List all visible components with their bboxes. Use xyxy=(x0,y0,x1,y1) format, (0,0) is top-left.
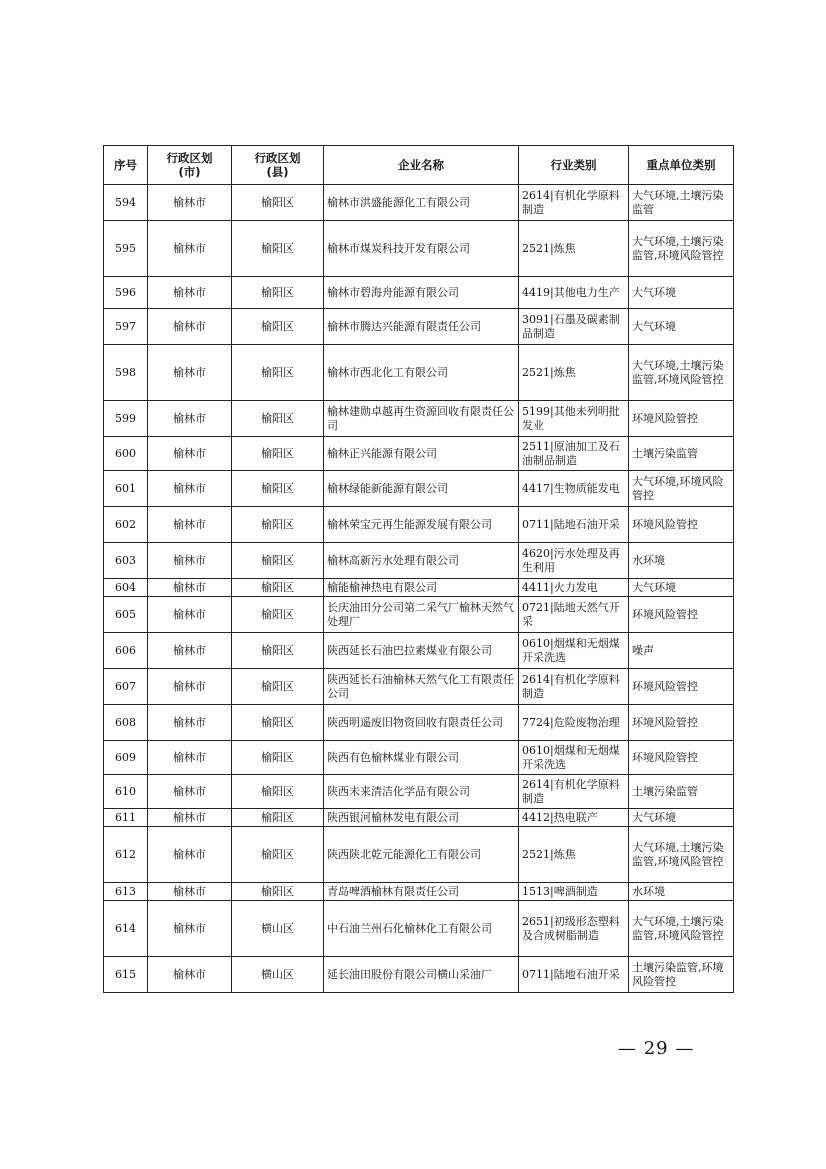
table-row xyxy=(104,309,734,345)
table-row xyxy=(104,705,734,741)
cell-company: 陕西延长石油巴拉素煤业有限公司 xyxy=(324,633,519,669)
cell-unit-type: 水环境 xyxy=(629,543,734,579)
cell-county: 榆阳区 xyxy=(232,437,324,471)
cell-no: 599 xyxy=(104,401,148,437)
cell-industry: 2614|有机化学原料制造 xyxy=(519,775,629,809)
cell-company: 榆林建勋卓越再生资源回收有限责任公司 xyxy=(324,401,519,437)
cell-unit-type: 大气环境 xyxy=(629,809,734,827)
cell-unit-type: 土壤污染监管 xyxy=(629,437,734,471)
cell-industry: 2521|炼焦 xyxy=(519,827,629,883)
cell-city: 榆林市 xyxy=(148,543,232,579)
cell-company: 榆林正兴能源有限公司 xyxy=(324,437,519,471)
table-row xyxy=(104,633,734,669)
cell-no: 595 xyxy=(104,221,148,277)
cell-no: 600 xyxy=(104,437,148,471)
cell-company: 榆能榆神热电有限公司 xyxy=(324,579,519,597)
table-header xyxy=(104,146,734,185)
table-row xyxy=(104,543,734,579)
cell-county: 榆阳区 xyxy=(232,669,324,705)
cell-no: 604 xyxy=(104,579,148,597)
cell-city: 榆林市 xyxy=(148,669,232,705)
header-city xyxy=(148,146,232,185)
header-company: 企业名称 xyxy=(324,146,519,185)
cell-city: 榆林市 xyxy=(148,901,232,957)
cell-unit-type: 大气环境,土壤污染监管 xyxy=(629,185,734,221)
cell-company: 榆林高新污水处理有限公司 xyxy=(324,543,519,579)
table-row xyxy=(104,775,734,809)
page-number: — 29 — xyxy=(618,1038,695,1059)
cell-company: 青岛啤酒榆林有限责任公司 xyxy=(324,883,519,901)
cell-unit-type: 大气环境,土壤污染监管,环境风险管控 xyxy=(629,827,734,883)
header-no: 序号 xyxy=(104,146,148,185)
cell-no: 602 xyxy=(104,507,148,543)
cell-city: 榆林市 xyxy=(148,345,232,401)
table-row xyxy=(104,741,734,775)
cell-unit-type: 土壤污染监管,环境风险管控 xyxy=(629,957,734,993)
cell-city: 榆林市 xyxy=(148,579,232,597)
cell-county: 榆阳区 xyxy=(232,741,324,775)
cell-industry: 0721|陆地天然气开采 xyxy=(519,597,629,633)
cell-company: 陕西陕北乾元能源化工有限公司 xyxy=(324,827,519,883)
cell-industry: 3091|石墨及碳素制品制造 xyxy=(519,309,629,345)
cell-unit-type: 噪声 xyxy=(629,633,734,669)
cell-no: 612 xyxy=(104,827,148,883)
table-row xyxy=(104,883,734,901)
cell-county: 榆阳区 xyxy=(232,185,324,221)
table-row xyxy=(104,345,734,401)
table-row xyxy=(104,507,734,543)
cell-industry: 4411|火力发电 xyxy=(519,579,629,597)
cell-unit-type: 环境风险管控 xyxy=(629,741,734,775)
table-row xyxy=(104,277,734,309)
cell-company: 榆林市西北化工有限公司 xyxy=(324,345,519,401)
table-row xyxy=(104,669,734,705)
cell-no: 596 xyxy=(104,277,148,309)
header-county xyxy=(232,146,324,185)
cell-industry: 0610|烟煤和无烟煤开采洗选 xyxy=(519,741,629,775)
enterprise-table xyxy=(103,145,734,993)
cell-company: 长庆油田分公司第二采气厂榆林天然气处理厂 xyxy=(324,597,519,633)
cell-city: 榆林市 xyxy=(148,809,232,827)
cell-county: 榆阳区 xyxy=(232,705,324,741)
cell-unit-type: 大气环境,土壤污染监管,环境风险管控 xyxy=(629,221,734,277)
cell-industry: 4417|生物质能发电 xyxy=(519,471,629,507)
cell-no: 605 xyxy=(104,597,148,633)
table-row xyxy=(104,809,734,827)
cell-unit-type: 大气环境,土壤污染监管,环境风险管控 xyxy=(629,901,734,957)
cell-no: 603 xyxy=(104,543,148,579)
header-county-line2: (县) xyxy=(266,165,289,179)
cell-company: 陕西有色榆林煤业有限公司 xyxy=(324,741,519,775)
cell-company: 中石油兰州石化榆林化工有限公司 xyxy=(324,901,519,957)
cell-city: 榆林市 xyxy=(148,507,232,543)
cell-city: 榆林市 xyxy=(148,633,232,669)
cell-county: 横山区 xyxy=(232,901,324,957)
cell-county: 榆阳区 xyxy=(232,277,324,309)
cell-unit-type: 土壤污染监管 xyxy=(629,775,734,809)
header-city-line1: 行政区划 xyxy=(166,151,213,165)
header-row xyxy=(104,146,734,185)
cell-county: 榆阳区 xyxy=(232,543,324,579)
table-row xyxy=(104,437,734,471)
cell-no: 614 xyxy=(104,901,148,957)
cell-unit-type: 大气环境 xyxy=(629,309,734,345)
cell-industry: 0711|陆地石油开采 xyxy=(519,957,629,993)
cell-no: 607 xyxy=(104,669,148,705)
cell-industry: 2651|初级形态塑料及合成树脂制造 xyxy=(519,901,629,957)
cell-unit-type: 大气环境 xyxy=(629,277,734,309)
cell-county: 榆阳区 xyxy=(232,507,324,543)
cell-no: 611 xyxy=(104,809,148,827)
cell-no: 601 xyxy=(104,471,148,507)
cell-industry: 7724|危险废物治理 xyxy=(519,705,629,741)
cell-company: 榆林市腾达兴能源有限责任公司 xyxy=(324,309,519,345)
cell-industry: 2614|有机化学原料制造 xyxy=(519,669,629,705)
cell-unit-type: 水环境 xyxy=(629,883,734,901)
header-county-line1: 行政区划 xyxy=(254,151,301,165)
cell-no: 597 xyxy=(104,309,148,345)
cell-city: 榆林市 xyxy=(148,185,232,221)
cell-industry: 0610|烟煤和无烟煤开采洗选 xyxy=(519,633,629,669)
table-row xyxy=(104,401,734,437)
cell-county: 榆阳区 xyxy=(232,579,324,597)
cell-county: 榆阳区 xyxy=(232,809,324,827)
cell-company: 榆林市碧海舟能源有限公司 xyxy=(324,277,519,309)
cell-company: 榆林市洪盛能源化工有限公司 xyxy=(324,185,519,221)
cell-county: 榆阳区 xyxy=(232,401,324,437)
cell-city: 榆林市 xyxy=(148,741,232,775)
cell-unit-type: 大气环境,土壤污染监管,环境风险管控 xyxy=(629,345,734,401)
cell-city: 榆林市 xyxy=(148,827,232,883)
cell-no: 606 xyxy=(104,633,148,669)
cell-no: 613 xyxy=(104,883,148,901)
cell-city: 榆林市 xyxy=(148,221,232,277)
cell-city: 榆林市 xyxy=(148,883,232,901)
cell-industry: 2521|炼焦 xyxy=(519,345,629,401)
table-body xyxy=(104,185,734,993)
cell-industry: 4620|污水处理及再生利用 xyxy=(519,543,629,579)
cell-county: 榆阳区 xyxy=(232,345,324,401)
cell-city: 榆林市 xyxy=(148,437,232,471)
cell-unit-type: 环境风险管控 xyxy=(629,705,734,741)
cell-company: 陕西银河榆林发电有限公司 xyxy=(324,809,519,827)
cell-industry: 0711|陆地石油开采 xyxy=(519,507,629,543)
cell-unit-type: 环境风险管控 xyxy=(629,597,734,633)
cell-no: 598 xyxy=(104,345,148,401)
cell-county: 榆阳区 xyxy=(232,775,324,809)
cell-no: 610 xyxy=(104,775,148,809)
cell-no: 608 xyxy=(104,705,148,741)
table-row xyxy=(104,957,734,993)
cell-no: 609 xyxy=(104,741,148,775)
header-city-line2: (市) xyxy=(178,165,201,179)
table-row xyxy=(104,221,734,277)
cell-no: 594 xyxy=(104,185,148,221)
cell-company: 陕西延长石油榆林天然气化工有限责任公司 xyxy=(324,669,519,705)
cell-unit-type: 环境风险管控 xyxy=(629,507,734,543)
table-row xyxy=(104,471,734,507)
cell-county: 榆阳区 xyxy=(232,471,324,507)
cell-county: 榆阳区 xyxy=(232,597,324,633)
cell-company: 榆林市煤炭科技开发有限公司 xyxy=(324,221,519,277)
table-row xyxy=(104,597,734,633)
table-row xyxy=(104,901,734,957)
header-industry: 行业类别 xyxy=(519,146,629,185)
cell-company: 陕西明遥废旧物资回收有限责任公司 xyxy=(324,705,519,741)
cell-county: 榆阳区 xyxy=(232,827,324,883)
cell-city: 榆林市 xyxy=(148,277,232,309)
cell-unit-type: 环境风险管控 xyxy=(629,401,734,437)
cell-industry: 2511|原油加工及石油制品制造 xyxy=(519,437,629,471)
cell-industry: 1513|啤酒制造 xyxy=(519,883,629,901)
cell-industry: 2614|有机化学原料制造 xyxy=(519,185,629,221)
table-row xyxy=(104,185,734,221)
table-row xyxy=(104,827,734,883)
cell-unit-type: 环境风险管控 xyxy=(629,669,734,705)
cell-city: 榆林市 xyxy=(148,957,232,993)
header-unit-type: 重点单位类别 xyxy=(629,146,734,185)
cell-industry: 4419|其他电力生产 xyxy=(519,277,629,309)
cell-company: 榆林荣宝元再生能源发展有限公司 xyxy=(324,507,519,543)
cell-no: 615 xyxy=(104,957,148,993)
cell-company: 延长油田股份有限公司横山采油厂 xyxy=(324,957,519,993)
cell-county: 榆阳区 xyxy=(232,883,324,901)
table-row xyxy=(104,579,734,597)
cell-county: 榆阳区 xyxy=(232,221,324,277)
cell-city: 榆林市 xyxy=(148,471,232,507)
cell-county: 横山区 xyxy=(232,957,324,993)
cell-city: 榆林市 xyxy=(148,705,232,741)
cell-county: 榆阳区 xyxy=(232,633,324,669)
cell-industry: 5199|其他未列明批发业 xyxy=(519,401,629,437)
cell-unit-type: 大气环境 xyxy=(629,579,734,597)
cell-city: 榆林市 xyxy=(148,401,232,437)
cell-industry: 4412|热电联产 xyxy=(519,809,629,827)
cell-city: 榆林市 xyxy=(148,597,232,633)
cell-company: 陕西未来清洁化学品有限公司 xyxy=(324,775,519,809)
cell-city: 榆林市 xyxy=(148,775,232,809)
cell-county: 榆阳区 xyxy=(232,309,324,345)
cell-unit-type: 大气环境,环境风险管控 xyxy=(629,471,734,507)
cell-company: 榆林绿能新能源有限公司 xyxy=(324,471,519,507)
cell-city: 榆林市 xyxy=(148,309,232,345)
cell-industry: 2521|炼焦 xyxy=(519,221,629,277)
